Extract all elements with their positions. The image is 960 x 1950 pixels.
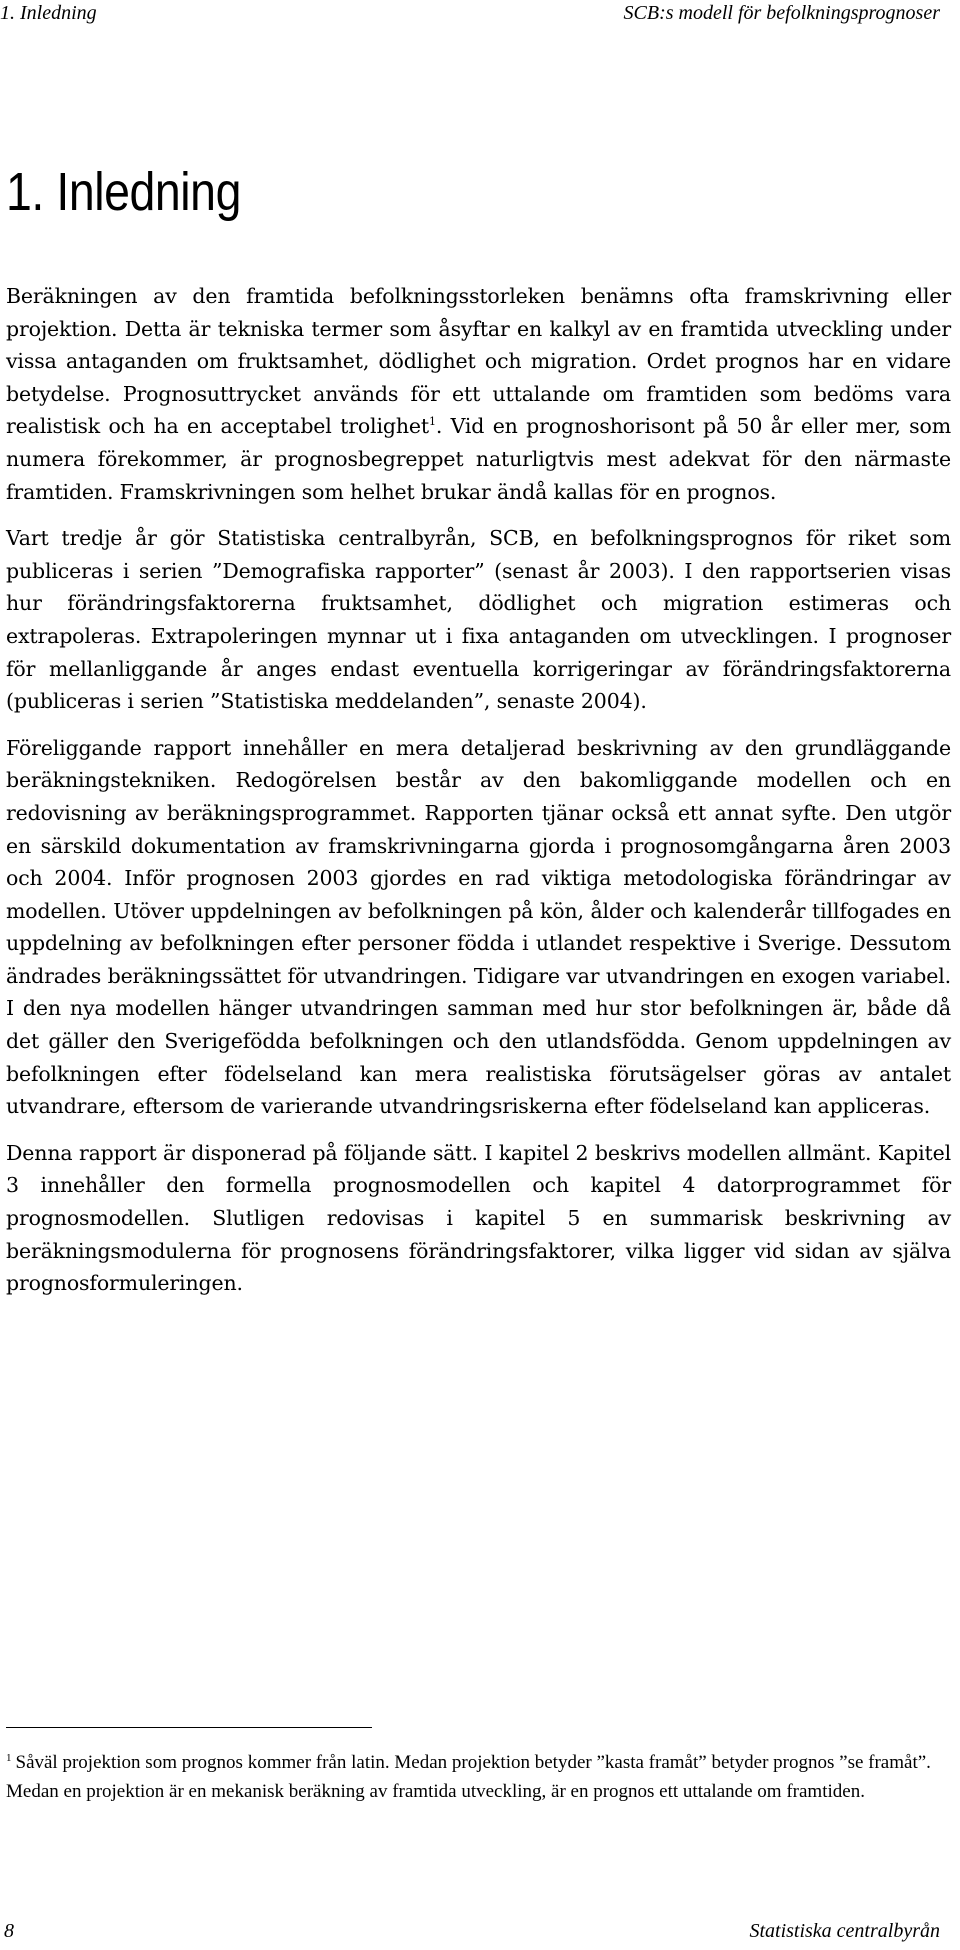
footnote	[6, 1748, 946, 1806]
paragraph-4: Denna rapport är disponerad på följande sätt. I kapitel 2 beskrivs modellen allmänt. Kapitel 3 innehåller den formella prognosmodellen och kapitel 4 datorprogrammet för prognosmodellen. Slutligen redovisas i kapitel 5 en summarisk beskrivning av beräkningsmodulerna för prognosens förändringsfaktorer, vilka ligger vid sidan av själva prognosformuleringen.	[6, 1140, 951, 1296]
footnote-text: Såväl projektion som prognos kommer från latin. Medan projektion betyder ”kasta framåt” betyder prognos ”se framåt”. Medan en projektion är en mekanisk beräkning av framtida utveckling, är en prognos ett uttalande om framtiden.	[6, 1752, 931, 1802]
running-footer	[0, 1918, 940, 1946]
page-number: 8	[4, 1920, 14, 1942]
footnote-number: 1	[6, 1751, 12, 1764]
footnote-reference: 1	[428, 415, 436, 429]
paragraph-2: Vart tredje år gör Statistiska centralbyrån, SCB, en befolkningsprognos för riket som publiceras i serien ”Demografiska rapporter” (senast år 2003). I den rapportserien visas hur förändringsfaktorerna fruktsamhet, dödlighet och migration estimeras och extrapoleras. Extrapoleringen mynnar ut i fixa antaganden om utvecklingen. I prognoser för mellanliggande år anges endast eventuella korrigeringar av förändringsfaktorerna (publiceras i serien ”Statistiska meddelanden”, senaste 2004).	[6, 526, 951, 714]
header-document-title: SCB:s modell för befolkningsprognoser	[623, 2, 940, 24]
footer-publisher: Statistiska centralbyrån	[749, 1920, 940, 1942]
paragraph-1-text-b: . Vid en prognoshorisont på 50 år eller mer, som numera förekommer, är prognosbegreppet naturligtvis mest adekvat för den närmaste framtiden. Framskrivningen som helhet brukar ändå kallas för en prognos.	[6, 414, 951, 504]
paragraph-1-text-a: Beräkningen av den framtida befolkningsstorleken benämns ofta framskrivning eller projektion. Detta är tekniska termer som åsyftar en kalkyl av en framtida utveckling under vissa antaganden om fruktsamhet, dödlighet och migration. Ordet prognos har en vidare betydelse. Prognosuttrycket används för ett uttalande om framtiden som bedöms vara realistisk och ha en acceptabel trolighet	[6, 284, 951, 439]
paragraph-3: Föreliggande rapport innehåller en mera detaljerad beskrivning av den grundläggande beräkningstekniken. Redogörelsen består av den bakomliggande modellen och en redovisning av beräkningsprogrammet. Rapporten tjänar också ett annat syfte. Den utgör en särskild dokumentation av framskrivningarna gjorda i prognosomgångarna åren 2003 och 2004. Inför prognosen 2003 gjordes en rad viktiga metodologiska förändringar av modellen. Utöver uppdelningen av befolkningen på kön, ålder och kalenderår tillfogades en uppdelning av befolkningen efter personer födda i utlandet respektive i Sverige. Dessutom ändrades beräkningssättet för utvandringen. Tidigare var utvandringen en exogen variabel. I den nya modellen hänger utvandringen samman med hur stor befolkningen är, både då det gäller den Sverigefödda befolkningen och den utlandsfödda. Genom uppdelningen av befolkningen efter födelseland kan mera realistiska förutsägelser göras av antalet utvandrare, eftersom de varierande utvandringsriskerna efter födelseland kan appliceras.	[6, 735, 951, 1119]
running-header	[0, 0, 940, 30]
header-chapter-label: 1. Inledning	[0, 2, 97, 24]
body-text	[6, 280, 951, 1314]
paragraph-1	[6, 280, 951, 508]
chapter-title: 1. Inledning	[6, 162, 241, 222]
footnote-divider	[6, 1727, 372, 1728]
